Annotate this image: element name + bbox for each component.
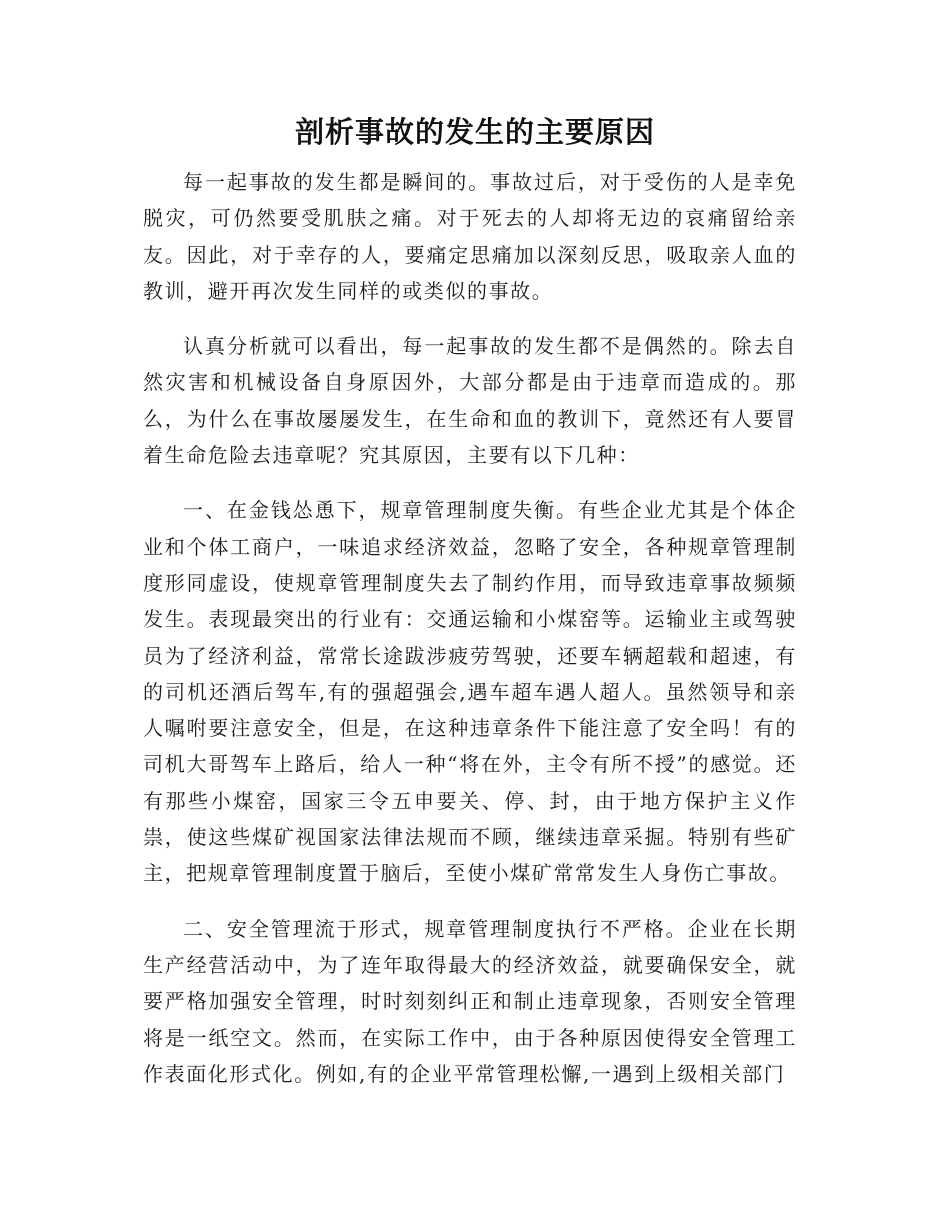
document-title: 剖析事故的发生的主要原因 (294, 115, 655, 149)
paragraph-4: 二、安全管理流于形式，规章管理制度执行不严格。企业在长期生产经营活动中，为了连年取得最大的经济效益，就要确保安全，就要严格加强安全管理，时时刻刻纠正和制止违章现象，否则安全管理将是一纸空文。然而，在实际工作中，由于各种原因使得安全管理工作表面化形式化。例如,有的企业平常管理松懈,一遇到上级相关部门 (143, 916, 797, 1086)
document-body (143, 164, 797, 1111)
paragraph-1: 每一起事故的发生都是瞬间的。事故过后，对于受伤的人是幸免脱灾，可仍然要受肌肤之痛。对于死去的人却将无边的哀痛留给亲友。因此，对于幸存的人，要痛定思痛加以深刻反思，吸取亲人血的教训，避开再次发生同样的或类似的事故。 (143, 170, 797, 303)
paragraph-3: 一、在金钱怂恿下，规章管理制度失衡。有些企业尤其是个体企业和个体工商户，一味追求经济效益，忽略了安全，各种规章管理制度形同虚设，使规章管理制度失去了制约作用，而导致违章事故频频发生。表现最突出的行业有：交通运输和小煤窑等。运输业主或驾驶员为了经济利益，常常长途跋涉疲劳驾驶，还要车辆超载和超速，有的司机还酒后驾车,有的强超强会,遇车超车遇人超人。虽然领导和亲人嘱咐要注意安全，但是，在这种违章条件下能注意了安全吗！有的司机大哥驾车上路后，给人一种“将在外，主令有所不授”的感觉。还有那些小煤窑，国家三令五申要关、停、封，由于地方保护主义作祟，使这些煤矿视国家法律法规而不顾，继续违章采掘。特别有些矿主，把规章管理制度置于脑后，至使小煤矿常常发生人身伤亡事故。 (143, 498, 797, 886)
paragraph-2: 认真分析就可以看出，每一起事故的发生都不是偶然的。除去自然灾害和机械设备自身原因外，大部分都是由于违章而造成的。那么，为什么在事故屡屡发生，在生命和血的教训下，竟然还有人要冒着生命危险去违章呢？究其原因，主要有以下几种： (143, 334, 797, 468)
